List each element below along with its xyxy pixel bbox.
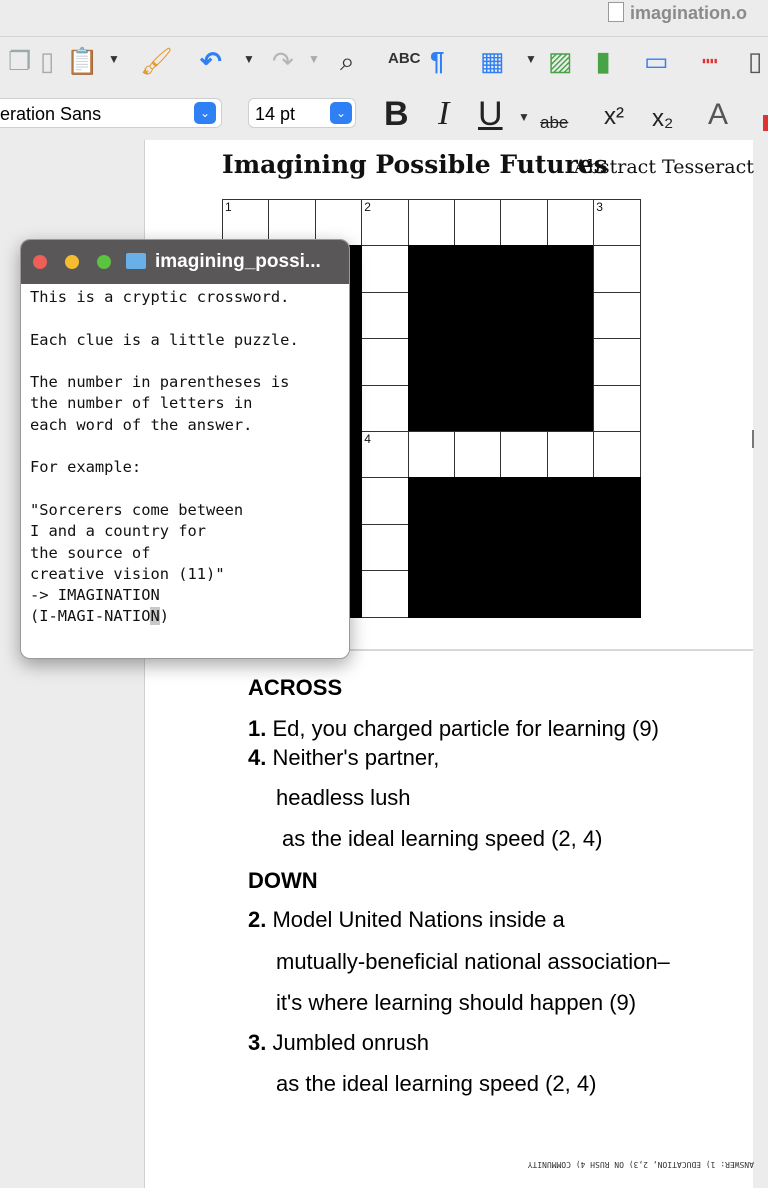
font-name-dropdown-icon[interactable]: ⌄: [194, 102, 216, 124]
crossword-block: [500, 338, 547, 385]
zoom-icon[interactable]: [97, 255, 111, 269]
crossword-cell[interactable]: [593, 245, 640, 292]
underline-dropdown-icon[interactable]: ▼: [518, 110, 530, 124]
document-title: Imagining Possible Futures: [222, 150, 608, 179]
redo-dropdown-icon[interactable]: ▼: [308, 52, 320, 66]
crossword-cell[interactable]: [593, 199, 640, 246]
text-line: I and a country for: [30, 522, 207, 541]
clue-across-4-line2: headless lush: [276, 785, 411, 810]
window-title: imagination.o: [608, 0, 747, 26]
text-line: Each clue is a little puzzle.: [30, 330, 299, 349]
crossword-block: [408, 570, 455, 617]
text-line: (I-MAGI-NATION): [30, 607, 170, 626]
crossword-cell[interactable]: [361, 570, 408, 617]
crossword-cell[interactable]: [361, 338, 408, 385]
underline-button[interactable]: U: [478, 95, 503, 133]
strikethrough-button[interactable]: abe: [540, 113, 569, 132]
crossword-block: [547, 570, 594, 617]
superscript-button[interactable]: x²: [604, 103, 624, 130]
crossword-block: [547, 385, 594, 432]
text-line: -> IMAGINATION: [30, 586, 160, 605]
crossword-cell[interactable]: [500, 199, 547, 246]
clue-down-3: 3. Jumbled onrush: [248, 1030, 430, 1055]
crossword-block: [547, 338, 594, 385]
crossword-cell[interactable]: [593, 385, 640, 432]
crossword-block: [408, 477, 455, 524]
spellcheck-icon[interactable]: ABC: [388, 50, 421, 67]
font-size-dropdown-icon[interactable]: ⌄: [330, 102, 352, 124]
crossword-cell[interactable]: [547, 199, 594, 246]
close-icon[interactable]: [33, 255, 47, 269]
clue-across-1: 1. Ed, you charged particle for learning (9): [248, 716, 659, 741]
copy-icon[interactable]: ❐: [8, 46, 32, 76]
crossword-cell[interactable]: [454, 431, 501, 478]
clue-across-4: 4. Neither's partner,: [248, 745, 440, 770]
font-size-value: 14 pt: [255, 104, 296, 124]
insert-chart-icon[interactable]: ▮: [596, 46, 611, 76]
redo-icon[interactable]: ↷: [272, 46, 294, 76]
crossword-block: [500, 245, 547, 292]
crossword-cell[interactable]: [361, 385, 408, 432]
subscript-button[interactable]: x₂: [652, 105, 674, 132]
crossword-cell[interactable]: [454, 199, 501, 246]
crossword-block: [593, 477, 640, 524]
table-dropdown-icon[interactable]: ▼: [525, 52, 537, 66]
page-edge-marker: [752, 430, 754, 448]
text-window-titlebar[interactable]: [21, 240, 349, 284]
crossword-block: [454, 338, 501, 385]
text-line: [30, 351, 348, 372]
crossword-block: [454, 477, 501, 524]
page-break-icon[interactable]: ┉: [702, 46, 718, 76]
crossword-cell[interactable]: [547, 431, 594, 478]
crossword-block: [454, 524, 501, 571]
crossword-block: [547, 292, 594, 339]
crossword-block: [454, 385, 501, 432]
formatting-marks-icon[interactable]: ¶: [430, 46, 445, 76]
folder-icon: [126, 253, 146, 269]
crossword-block: [454, 570, 501, 617]
crossword-block: [547, 245, 594, 292]
clue-down-2: 2. Model United Nations inside a: [248, 907, 565, 932]
upside-down-answer: ANSWER: 1) EDUCATION, 2,3) ON RUSH 4) COMMUNITY: [527, 1160, 754, 1169]
bold-button[interactable]: B: [384, 95, 409, 133]
crossword-block: [454, 292, 501, 339]
crossword-block: [408, 385, 455, 432]
crossword-cell[interactable]: [408, 431, 455, 478]
crossword-cell[interactable]: [361, 199, 408, 246]
paste-dropdown-icon[interactable]: ▼: [108, 52, 120, 66]
undo-icon[interactable]: ↶: [200, 46, 222, 76]
text-line: [30, 308, 348, 329]
crossword-cell[interactable]: [593, 338, 640, 385]
crossword-clue-number: 1: [225, 200, 232, 214]
clear-formatting-icon[interactable]: A: [708, 98, 729, 131]
text-line: the number of letters in: [30, 394, 253, 413]
find-replace-icon[interactable]: ⌕: [340, 46, 355, 76]
text-line: "Sorcerers come between: [30, 500, 244, 519]
crossword-block: [500, 570, 547, 617]
text-line: [30, 479, 348, 500]
document-subtitle: Abstract Tesseract: [574, 156, 754, 178]
down-heading: DOWN: [248, 868, 318, 893]
crossword-block: [593, 524, 640, 571]
crossword-cell[interactable]: [361, 477, 408, 524]
insert-image-icon[interactable]: ▨: [548, 46, 573, 76]
paste-ghost-icon[interactable]: ▯: [40, 46, 55, 76]
clone-formatting-icon[interactable]: 🖌: [140, 46, 174, 76]
field-icon[interactable]: ▯: [748, 46, 763, 76]
document-icon: [608, 2, 624, 22]
undo-dropdown-icon[interactable]: ▼: [243, 52, 255, 66]
text-line: creative vision (11)": [30, 564, 225, 583]
crossword-block: [500, 477, 547, 524]
crossword-clue-number: 4: [364, 432, 371, 446]
crossword-cell[interactable]: [361, 524, 408, 571]
crossword-cell[interactable]: [408, 199, 455, 246]
text-line: the source of: [30, 543, 151, 562]
crossword-cell[interactable]: [500, 431, 547, 478]
crossword-clue-number: 2: [364, 200, 371, 214]
paste-icon[interactable]: 📋: [66, 46, 99, 76]
crossword-block: [547, 524, 594, 571]
text-line: For example:: [30, 458, 142, 477]
crossword-block: [408, 524, 455, 571]
crossword-cell[interactable]: [361, 245, 408, 292]
crossword-block: [408, 292, 455, 339]
crossword-block: [408, 338, 455, 385]
italic-button[interactable]: I: [438, 95, 450, 132]
across-heading: ACROSS: [248, 675, 343, 700]
crossword-cell[interactable]: [361, 431, 408, 478]
crossword-cell[interactable]: [593, 431, 640, 478]
crossword-block: [593, 570, 640, 617]
font-name-value: eration Sans: [0, 104, 102, 124]
clue-down-2-line3: it's where learning should happen (9): [276, 990, 637, 1015]
insert-table-icon[interactable]: ▦: [480, 46, 505, 76]
clue-down-3-line2: as the ideal learning speed (2, 4): [276, 1071, 597, 1096]
minimize-icon[interactable]: [65, 255, 79, 269]
text-line: This is a cryptic crossword.: [30, 288, 290, 306]
text-line: [30, 436, 348, 457]
crossword-block: [500, 385, 547, 432]
font-name-box[interactable]: [0, 98, 222, 128]
toolbar-overflow-marker: [763, 115, 768, 131]
crossword-block: [547, 477, 594, 524]
text-line: each word of the answer.: [30, 415, 253, 434]
crossword-cell[interactable]: [593, 292, 640, 339]
crossword-cell[interactable]: [361, 292, 408, 339]
text-line: The number in parentheses is: [30, 373, 290, 392]
crossword-block: [500, 524, 547, 571]
crossword-block: [500, 292, 547, 339]
insert-textbox-icon[interactable]: ▭: [644, 46, 669, 76]
crossword-clue-number: 3: [596, 200, 603, 214]
clue-across-4-line3: as the ideal learning speed (2, 4): [282, 826, 603, 851]
clue-down-2-line2: mutually-beneficial national association–: [276, 949, 670, 974]
text-window-content[interactable]: [30, 287, 348, 628]
text-cursor: N: [150, 607, 160, 626]
text-window-title: imagining_possi...: [155, 251, 321, 272]
crossword-block: [408, 245, 455, 292]
text-window[interactable]: [20, 239, 350, 659]
crossword-block: [454, 245, 501, 292]
